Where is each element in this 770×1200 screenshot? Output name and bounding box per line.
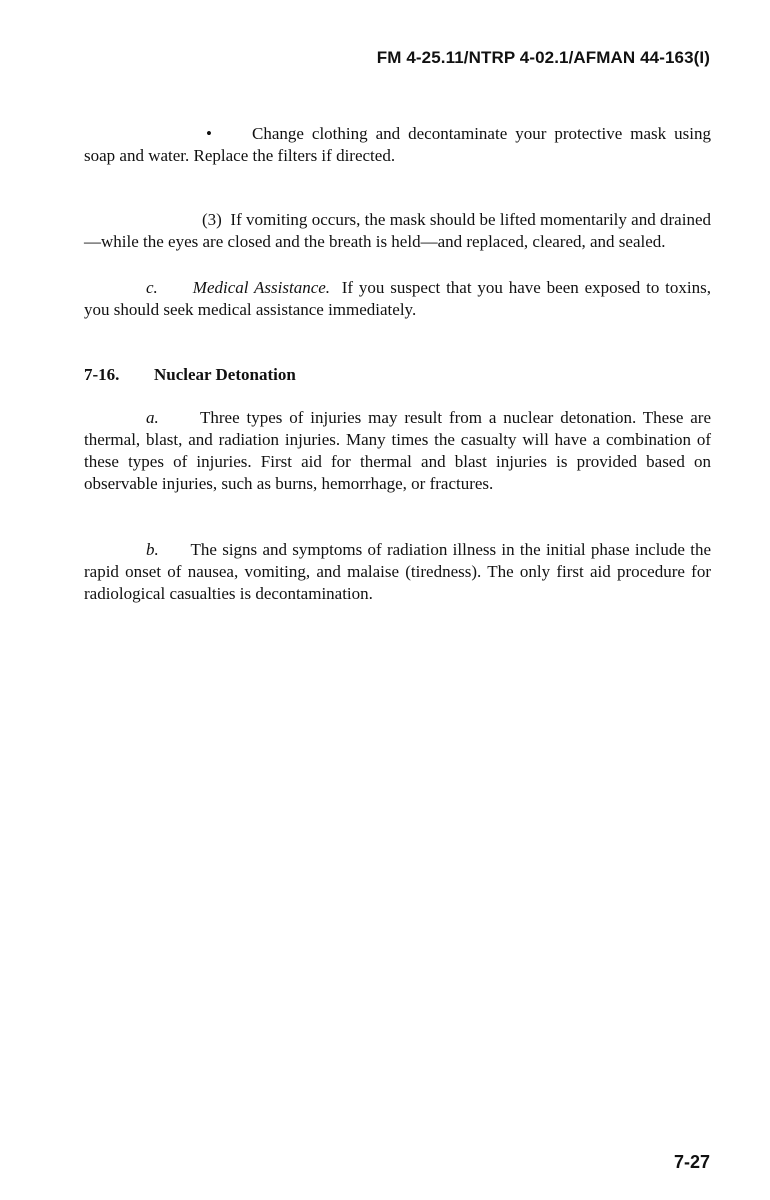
paragraph-a-letter: a. [146, 408, 159, 427]
paragraph-b [84, 539, 711, 605]
paragraph-b-letter: b. [146, 540, 159, 559]
page-number: 7-27 [673, 1152, 710, 1172]
paragraph-c-text: If you suspect that you have been exposed to toxins, you should seek medical assistance immediately. [84, 278, 711, 319]
bullet-paragraph [84, 123, 711, 167]
section-number: 7-16. [84, 365, 120, 384]
paragraph-a [84, 407, 711, 495]
bullet-marker: • [206, 124, 212, 143]
paragraph-c [84, 277, 711, 321]
paragraph-a-text: Three types of injuries may result from a nuclear detonation. These are thermal, blast, and radiation injuries. Many times the casualty will have a combination of these types of injuries. First aid for thermal and blast injuries is provided based on observable injuries, such as burns, hemorrhage, or fractures. [84, 408, 711, 493]
paragraph-c-title: Medical Assistance. [192, 278, 331, 297]
bullet-text: Change clothing and decontaminate your protective mask using soap and water. Replace the filters if directed. [84, 124, 711, 165]
paragraph-b-text: The signs and symptoms of radiation illness in the initial phase include the rapid onset of nausea, vomiting, and malaise (tiredness). The only first aid procedure for radiological casualties is decontamination. [84, 540, 712, 603]
paragraph-3 [84, 209, 711, 253]
section-title: Nuclear Detonation [154, 365, 296, 384]
paragraph-3-text: If vomiting occurs, the mask should be lifted momentarily and drained—while the eyes are closed and the breath is held—and replaced, cleared, and sealed. [84, 210, 711, 251]
paragraph-c-letter: c. [146, 278, 158, 297]
section-heading [84, 364, 711, 386]
document-header: FM 4-25.11/NTRP 4-02.1/AFMAN 44-163(I) [376, 48, 710, 67]
paragraph-3-label: (3) [202, 210, 222, 229]
